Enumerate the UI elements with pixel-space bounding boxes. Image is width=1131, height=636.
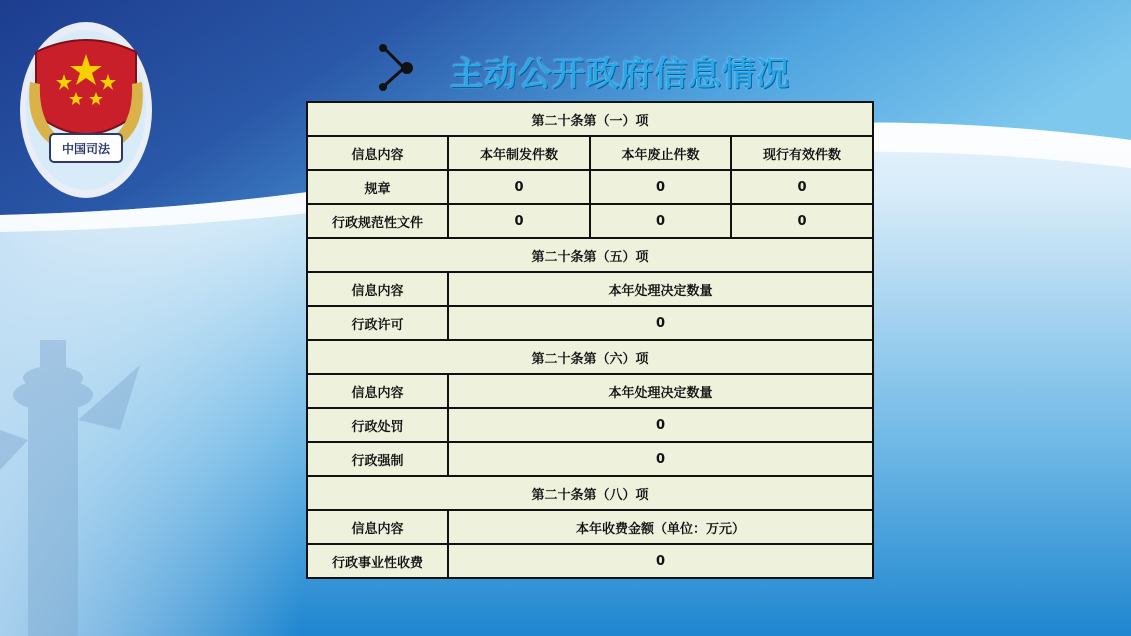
column-header: 信息内容: [307, 272, 448, 306]
section-heading-row: [307, 102, 873, 136]
row-label: 行政强制: [307, 442, 448, 476]
table-cell: 0: [448, 170, 590, 204]
column-header: 本年废止件数: [590, 136, 731, 170]
table-header-row: [307, 510, 873, 544]
table-header-row: [307, 272, 873, 306]
table-header-row: [307, 374, 873, 408]
column-header: 信息内容: [307, 510, 448, 544]
table-row: [307, 306, 873, 340]
table-cell: 0: [448, 442, 873, 476]
table-header-row: [307, 136, 873, 170]
column-header: 本年处理决定数量: [448, 374, 873, 408]
section-heading: 第二十条第（一）项: [307, 102, 873, 136]
column-header: 本年制发件数: [448, 136, 590, 170]
column-header: 信息内容: [307, 374, 448, 408]
row-label: 行政处罚: [307, 408, 448, 442]
section-heading: 第二十条第（八）项: [307, 476, 873, 510]
table-cell: 0: [731, 170, 873, 204]
table-row: [307, 408, 873, 442]
emblem-text: 中国司法: [61, 142, 111, 156]
table-cell: 0: [590, 170, 731, 204]
column-header: 信息内容: [307, 136, 448, 170]
row-label: 行政规范性文件: [307, 204, 448, 238]
table-row: [307, 442, 873, 476]
column-header: 本年处理决定数量: [448, 272, 873, 306]
row-label: 规章: [307, 170, 448, 204]
table-row: [307, 204, 873, 238]
table-row: [307, 544, 873, 578]
table-cell: 0: [448, 306, 873, 340]
court-emblem-logo: [20, 22, 170, 202]
section-heading: 第二十条第（六）项: [307, 340, 873, 374]
column-header: 本年收费金额（单位：万元）: [448, 510, 873, 544]
column-header: 现行有效件数: [731, 136, 873, 170]
row-label: 行政许可: [307, 306, 448, 340]
section-heading-row: [307, 340, 873, 374]
section-heading-row: [307, 238, 873, 272]
molecule-icon: [374, 42, 418, 92]
section-heading-row: [307, 476, 873, 510]
info-disclosure-table: [306, 101, 874, 579]
table-cell: 0: [448, 204, 590, 238]
table-row: [307, 170, 873, 204]
table-cell: 0: [590, 204, 731, 238]
row-label: 行政事业性收费: [307, 544, 448, 578]
table-cell: 0: [448, 408, 873, 442]
page-title: 主动公开政府信息情况: [450, 54, 790, 93]
table-cell: 0: [731, 204, 873, 238]
table-cell: 0: [448, 544, 873, 578]
section-heading: 第二十条第（五）项: [307, 238, 873, 272]
